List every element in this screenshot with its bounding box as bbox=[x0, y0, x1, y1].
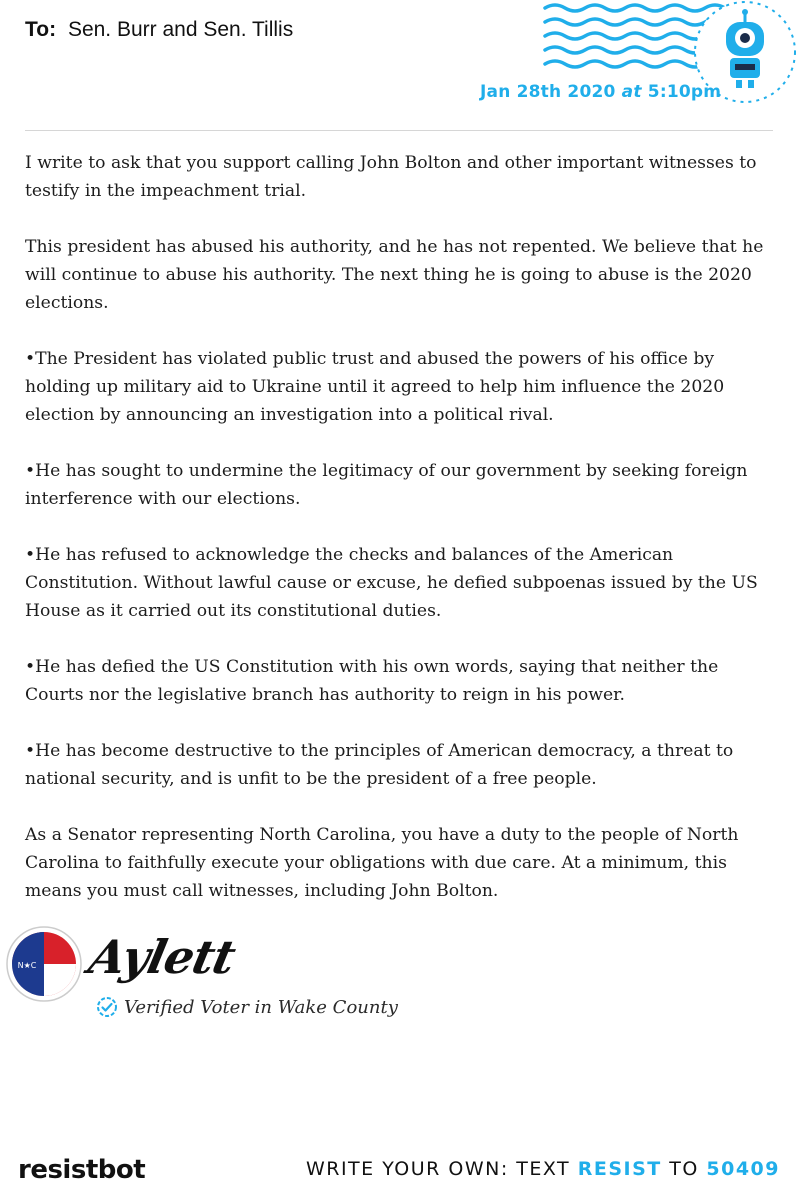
signature: Aylett bbox=[84, 930, 240, 984]
footer bbox=[0, 1150, 798, 1200]
state-seal-icon bbox=[6, 926, 82, 1002]
to-label: To: bbox=[25, 18, 57, 41]
cta-keyword: RESIST bbox=[577, 1158, 662, 1180]
verified-badge bbox=[96, 996, 398, 1018]
signature-block bbox=[0, 920, 798, 1040]
verified-text: Verified Voter in Wake County bbox=[124, 996, 398, 1018]
letter-body bbox=[25, 149, 780, 933]
cta-prefix: WRITE YOUR OWN: TEXT bbox=[305, 1158, 571, 1180]
date: Jan 28th 2020 bbox=[480, 82, 616, 102]
letter-header bbox=[0, 0, 798, 130]
cta-to: TO bbox=[669, 1158, 699, 1180]
verified-check-icon bbox=[96, 996, 118, 1018]
letter-paragraph: •He has become destructive to the principles of American democracy, a threat to national security, and is unfit to be the president of a free people. bbox=[25, 741, 734, 789]
letter-paragraph: •He has sought to undermine the legitimacy of our government by seeking foreign interference with our elections. bbox=[25, 461, 748, 509]
resistbot-logo: resistbot bbox=[18, 1155, 146, 1185]
recipient-line bbox=[25, 18, 293, 42]
letter-paragraph: •He has refused to acknowledge the checks and balances of the American Constitution. Without lawful cause or excuse, he defied subpoenas issued by the US House as it carried out its constitutional duties. bbox=[25, 545, 758, 621]
letter-paragraph: I write to ask that you support calling John Bolton and other important witnesses to testify in the impeachment trial. bbox=[25, 153, 757, 201]
recipients: Sen. Burr and Sen. Tillis bbox=[67, 18, 294, 41]
letter-paragraph: As a Senator representing North Carolina, you have a duty to the people of North Carolina to faithfully execute your obligations with due care. At a minimum, this means you must call witnesses, including John Bolton. bbox=[25, 825, 739, 901]
date-at: at bbox=[621, 82, 642, 102]
postmark-date bbox=[480, 82, 721, 102]
seal-letters: N★C bbox=[17, 961, 37, 970]
letter-paragraph: •The President has violated public trust and abused the powers of his office by holding up military aid to Ukraine until it agreed to help him influence the 2020 election by announcing an investigation into a political rival. bbox=[25, 349, 725, 425]
letter-paragraph: •He has defied the US Constitution with his own words, saying that neither the Courts nor the legislative branch has authority to reign in his power. bbox=[25, 657, 719, 705]
letter-paragraph: This president has abused his authority, and he has not repented. We believe that he will continue to abuse his authority. The next thing he is going to abuse is the 2020 elections. bbox=[25, 237, 764, 313]
cta-number: 50409 bbox=[706, 1158, 780, 1180]
time: 5:10pm bbox=[647, 82, 722, 102]
cta-text bbox=[306, 1158, 780, 1180]
header-divider bbox=[25, 130, 773, 131]
